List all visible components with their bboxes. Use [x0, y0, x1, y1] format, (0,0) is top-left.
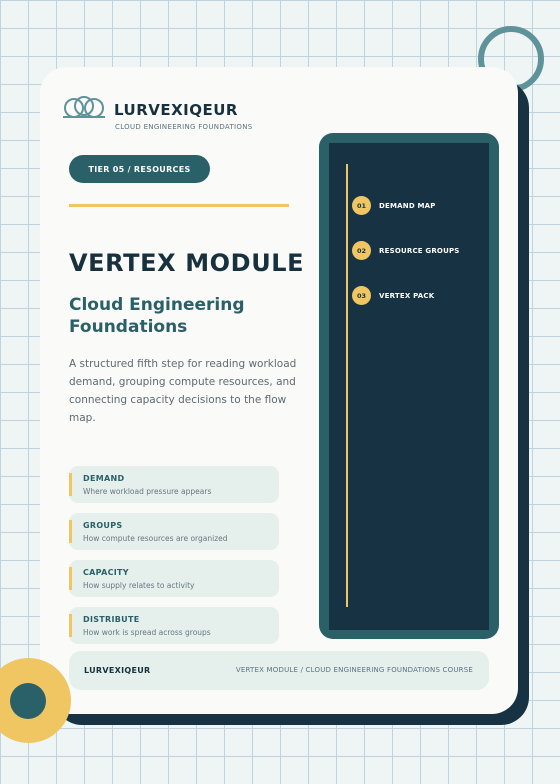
step-label: VERTEX PACK — [379, 291, 435, 300]
step-number: 03 — [352, 286, 371, 305]
step-resource-groups — [352, 241, 460, 260]
steps-panel-inner — [329, 143, 489, 630]
step-label: DEMAND MAP — [379, 201, 436, 210]
page-title: VERTEX MODULE — [69, 249, 305, 277]
description: A structured fifth step for reading workload demand, grouping compute resources, and connecting capacity decisions to the flow map. — [69, 358, 297, 424]
topic-card-capacity — [69, 560, 279, 597]
topic-label: DEMAND — [83, 474, 125, 483]
brand-name: LURVEXIQEUR — [114, 101, 238, 119]
step-demand-map — [352, 196, 436, 215]
page-subtitle: Cloud Engineering Foundations — [69, 295, 245, 337]
brand-tagline: CLOUD ENGINEERING FOUNDATIONS — [115, 123, 253, 131]
topic-card-distribute — [69, 607, 279, 644]
topic-desc: How work is spread across groups — [83, 628, 211, 637]
divider — [69, 204, 289, 207]
step-number: 01 — [352, 196, 371, 215]
topic-desc: Where workload pressure appears — [83, 487, 212, 496]
topic-desc: How compute resources are organized — [83, 534, 228, 543]
timeline-line — [346, 164, 348, 607]
accent-bar — [69, 614, 72, 637]
topic-label: DISTRIBUTE — [83, 615, 140, 624]
footer — [69, 651, 489, 690]
accent-bar — [69, 473, 72, 496]
accent-bar — [69, 567, 72, 590]
accent-bar — [69, 520, 72, 543]
step-number: 02 — [352, 241, 371, 260]
step-label: RESOURCE GROUPS — [379, 246, 460, 255]
topic-card-groups — [69, 513, 279, 550]
topic-label: CAPACITY — [83, 568, 129, 577]
step-vertex-pack — [352, 286, 434, 305]
topic-card-demand — [69, 466, 279, 503]
topic-label: GROUPS — [83, 521, 123, 530]
topic-desc: How supply relates to activity — [83, 581, 195, 590]
decorative-dot — [10, 683, 46, 719]
footer-course: VERTEX MODULE / CLOUD ENGINEERING FOUNDATIONS COURSE — [235, 666, 473, 674]
footer-brand: LURVEXIQEUR — [84, 666, 151, 675]
three-rings-icon — [63, 95, 105, 119]
tier-badge: TIER 05 / RESOURCES — [69, 155, 210, 183]
